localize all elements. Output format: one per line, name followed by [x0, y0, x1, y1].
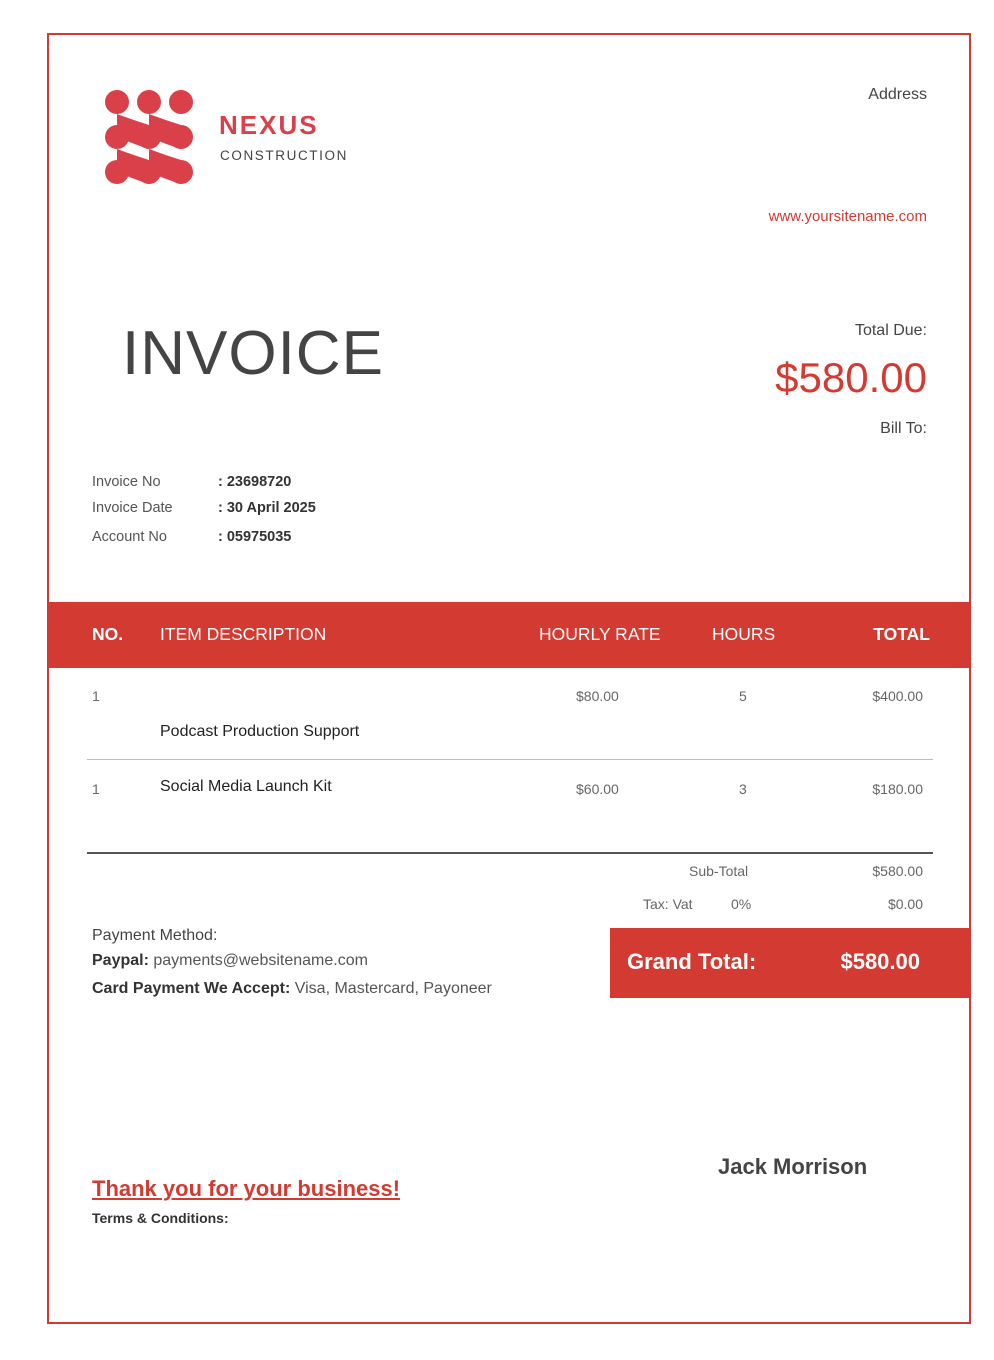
- invoice-date-label: Invoice Date: [92, 500, 173, 516]
- row-total: $400.00: [872, 688, 923, 704]
- column-total: TOTAL: [873, 624, 930, 644]
- total-due-amount: $580.00: [775, 354, 927, 401]
- column-hours: HOURS: [712, 624, 776, 644]
- terms-label[interactable]: Terms & Conditions:: [92, 1210, 229, 1226]
- row-description: Social Media Launch Kit: [160, 778, 332, 795]
- account-no-label: Account No: [92, 529, 167, 545]
- grand-total-box: [610, 928, 969, 998]
- card-payment-value: Visa, Mastercard, Payoneer: [294, 980, 492, 997]
- website-link[interactable]: www.yoursitename.com: [768, 208, 927, 225]
- address-label: Address: [868, 86, 927, 103]
- card-payment-line: [92, 980, 492, 998]
- account-no-value: : 05975035: [218, 529, 292, 545]
- grand-total-label: Grand Total:: [627, 949, 757, 974]
- table-bottom-divider: [87, 852, 933, 854]
- row-rate: $60.00: [576, 781, 619, 797]
- tax-value: $0.00: [887, 896, 923, 912]
- invoice-no-label: Invoice No: [92, 474, 161, 490]
- bill-to-label: Bill To:: [880, 420, 927, 437]
- payment-heading: Payment Method:: [92, 927, 218, 944]
- paypal-label: Paypal:: [92, 952, 149, 969]
- table-header: [49, 602, 969, 668]
- row-hours: 5: [739, 688, 747, 704]
- row-divider: [87, 759, 933, 760]
- invoice-date-value: : 30 April 2025: [218, 500, 316, 516]
- invoice-no-value: : 23698720: [218, 474, 292, 490]
- invoice-frame: [47, 33, 971, 1324]
- subtotal-value: $580.00: [872, 863, 923, 879]
- page-title: INVOICE: [122, 319, 384, 388]
- column-no: NO.: [92, 624, 124, 644]
- column-description: ITEM DESCRIPTION: [160, 624, 327, 644]
- thank-you-text: Thank you for your business!: [92, 1176, 401, 1201]
- row-hours: 3: [739, 781, 747, 797]
- paypal-line: [92, 952, 368, 970]
- total-due-label: Total Due:: [854, 322, 927, 339]
- brand-name: NEXUS: [219, 110, 319, 140]
- tax-rate: 0%: [731, 896, 752, 912]
- brand-subtitle: CONSTRUCTION: [220, 148, 348, 163]
- card-payment-label: Card Payment We Accept:: [92, 980, 291, 997]
- tax-label: Tax: Vat: [643, 896, 693, 912]
- column-hourly-rate: HOURLY RATE: [539, 624, 661, 644]
- row-total: $180.00: [872, 781, 923, 797]
- row-no: 1: [92, 781, 100, 797]
- paypal-email[interactable]: payments@websitename.com: [153, 952, 368, 969]
- row-no: 1: [92, 688, 100, 704]
- row-rate: $80.00: [576, 688, 619, 704]
- grand-total-value: $580.00: [840, 949, 920, 974]
- nexus-logo-icon: [103, 88, 197, 186]
- row-description: Podcast Production Support: [160, 723, 360, 740]
- subtotal-label: Sub-Total: [689, 863, 749, 879]
- signer-name: Jack Morrison: [718, 1154, 868, 1179]
